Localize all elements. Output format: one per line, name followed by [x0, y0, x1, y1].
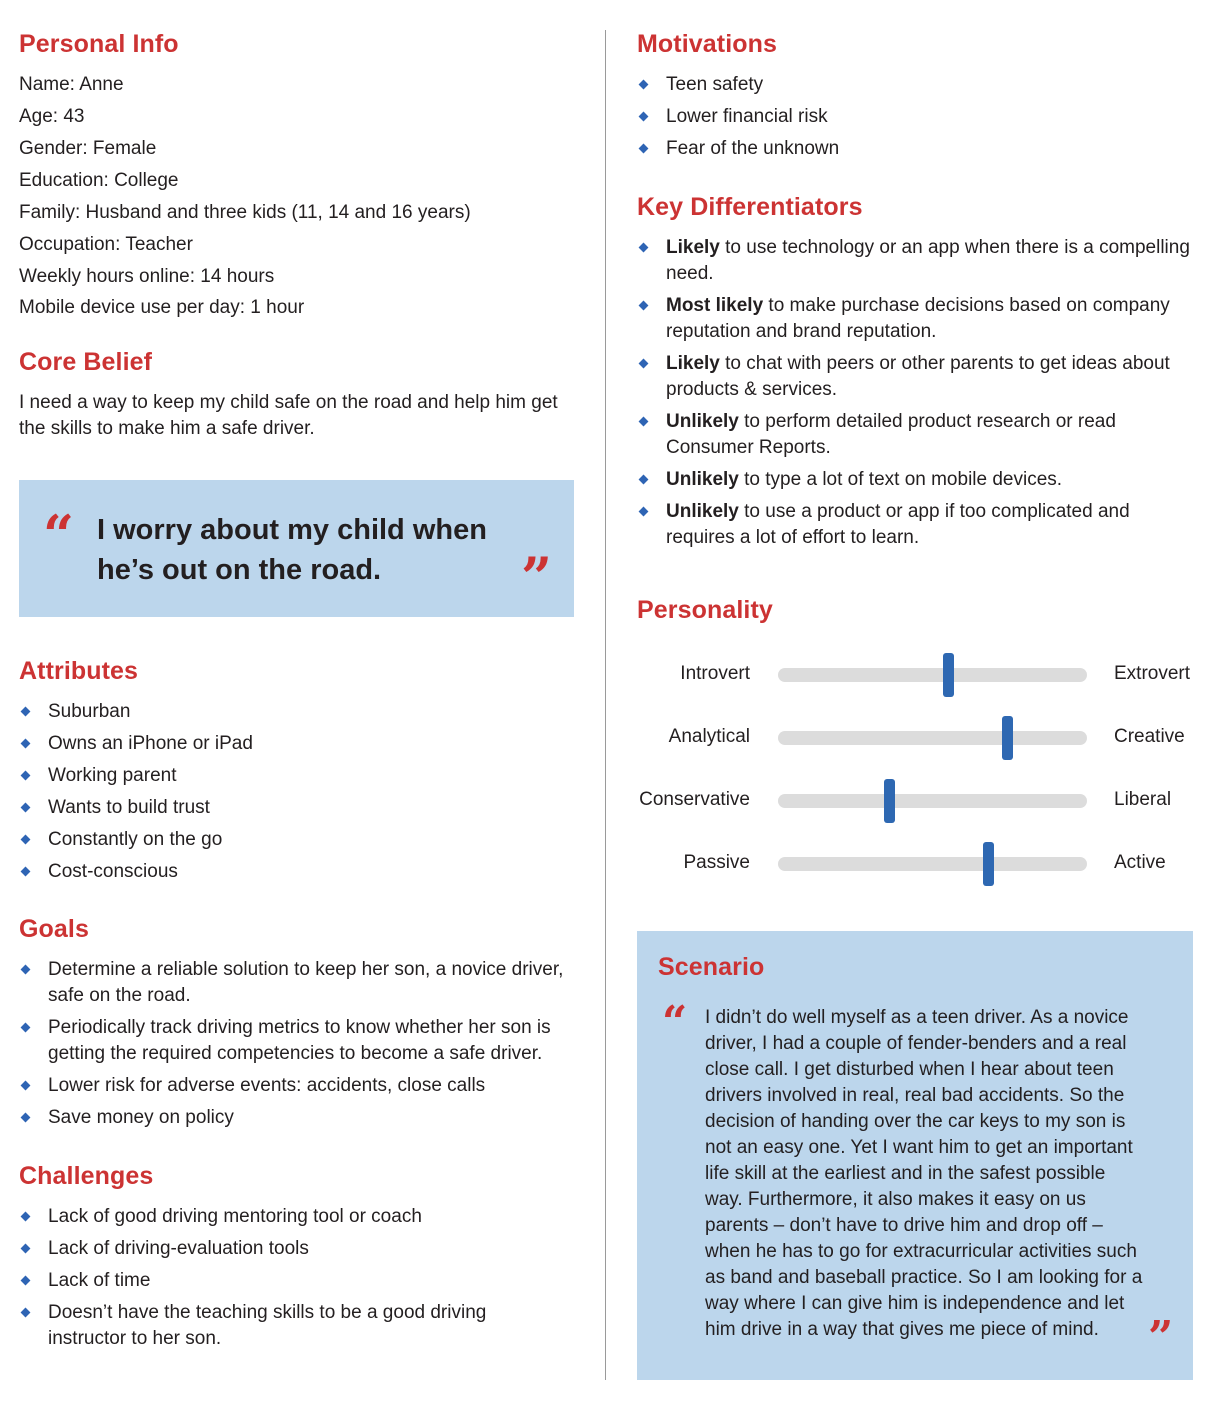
- slider-track: [778, 668, 1087, 682]
- list-item: Suburban: [19, 699, 579, 725]
- info-name: Name: Anne: [19, 74, 124, 95]
- bullet-diamond-icon: [21, 771, 31, 781]
- attributes-list: [19, 699, 579, 885]
- list-item: Periodically track driving metrics to know whether her son is getting the required competencies to become a safe driver.: [19, 1015, 579, 1067]
- attributes-heading: Attributes: [19, 657, 139, 685]
- slider-thumb[interactable]: [884, 779, 895, 823]
- list-item: Most likely to make purchase decisions based on company reputation and brand reputation.: [637, 293, 1197, 345]
- bullet-diamond-icon: [639, 507, 649, 517]
- slider-left-label: Analytical: [668, 726, 750, 747]
- slider-right-label: Liberal: [1114, 789, 1172, 810]
- bullet-diamond-icon: [639, 475, 649, 485]
- challenges-list: [19, 1204, 519, 1352]
- slider-track: [778, 731, 1087, 745]
- slider-right-label: Extrovert: [1114, 663, 1191, 684]
- personality-heading: Personality: [637, 596, 773, 624]
- core-belief-heading: Core Belief: [19, 348, 153, 376]
- open-quote-icon: “: [662, 997, 688, 1048]
- list-item: Working parent: [19, 763, 579, 789]
- list-item: Unlikely to type a lot of text on mobile devices.: [637, 467, 1197, 493]
- open-quote-icon: “: [43, 503, 75, 567]
- slider-track: [778, 794, 1087, 808]
- core-belief-text: I need a way to keep my child safe on the road and help him get the skills to make him a safe driver.: [19, 392, 558, 439]
- bullet-diamond-icon: [639, 417, 649, 427]
- slider-thumb[interactable]: [943, 653, 954, 697]
- bullet-diamond-icon: [21, 1212, 31, 1222]
- list-item: Teen safety: [637, 72, 1197, 98]
- list-item: Wants to build trust: [19, 795, 579, 821]
- motivations-list: [637, 72, 1197, 162]
- list-item: Constantly on the go: [19, 827, 579, 853]
- bullet-diamond-icon: [21, 1244, 31, 1254]
- info-mobile-use: Mobile device use per day: 1 hour: [19, 297, 305, 318]
- bullet-diamond-icon: [639, 359, 649, 369]
- info-occupation: Occupation: Teacher: [19, 234, 193, 255]
- list-item: Cost-conscious: [19, 859, 579, 885]
- slider-right-label: Creative: [1114, 726, 1185, 747]
- slider-left-label: Passive: [683, 852, 750, 873]
- goals-heading: Goals: [19, 915, 89, 943]
- bullet-diamond-icon: [639, 80, 649, 90]
- list-item: Save money on policy: [19, 1105, 579, 1131]
- quote-text: I worry about my child when he’s out on the road.: [97, 514, 487, 586]
- info-education: Education: College: [19, 170, 179, 191]
- list-item: Owns an iPhone or iPad: [19, 731, 579, 757]
- list-item: Lack of good driving mentoring tool or coach: [19, 1204, 519, 1230]
- list-item: Unlikely to use a product or app if too complicated and requires a lot of effort to learn.: [637, 499, 1197, 551]
- list-item: Unlikely to perform detailed product research or read Consumer Reports.: [637, 409, 1197, 461]
- slider-thumb[interactable]: [983, 842, 994, 886]
- info-family: Family: Husband and three kids (11, 14 and 16 years): [19, 202, 471, 223]
- info-age: Age: 43: [19, 106, 85, 127]
- bullet-diamond-icon: [21, 835, 31, 845]
- list-item: Likely to use technology or an app when there is a compelling need.: [637, 235, 1197, 287]
- close-quote-icon: ”: [521, 545, 553, 609]
- bullet-diamond-icon: [21, 739, 31, 749]
- scenario-heading: Scenario: [658, 953, 765, 981]
- bullet-diamond-icon: [21, 965, 31, 975]
- list-item: Lack of time: [19, 1268, 519, 1294]
- key-differentiators-list: [637, 235, 1197, 551]
- key-differentiators-heading: Key Differentiators: [637, 193, 863, 221]
- close-quote-icon: ”: [1148, 1312, 1174, 1363]
- goals-list: [19, 957, 579, 1131]
- slider-left-label: Conservative: [639, 789, 750, 810]
- quote-callout: [19, 480, 574, 617]
- slider-passive-active: [637, 850, 1207, 880]
- list-item: Lower risk for adverse events: accidents, close calls: [19, 1073, 579, 1099]
- slider-right-label: Active: [1114, 852, 1166, 873]
- scenario-box: [637, 931, 1193, 1380]
- bullet-diamond-icon: [639, 112, 649, 122]
- slider-introvert-extrovert: [637, 661, 1207, 691]
- bullet-diamond-icon: [639, 301, 649, 311]
- list-item: Lack of driving-evaluation tools: [19, 1236, 519, 1262]
- list-item: Determine a reliable solution to keep her son, a novice driver, safe on the road.: [19, 957, 579, 1009]
- personal-info-heading: Personal Info: [19, 30, 179, 58]
- list-item: Likely to chat with peers or other parents to get ideas about products & services.: [637, 351, 1197, 403]
- list-item: Doesn’t have the teaching skills to be a good driving instructor to her son.: [19, 1300, 519, 1352]
- list-item: Lower financial risk: [637, 104, 1197, 130]
- bullet-diamond-icon: [21, 1113, 31, 1123]
- column-divider: [605, 30, 606, 1380]
- bullet-diamond-icon: [639, 243, 649, 253]
- bullet-diamond-icon: [21, 803, 31, 813]
- info-gender: Gender: Female: [19, 138, 157, 159]
- bullet-diamond-icon: [21, 1276, 31, 1286]
- list-item: Fear of the unknown: [637, 136, 1197, 162]
- bullet-diamond-icon: [21, 1308, 31, 1318]
- bullet-diamond-icon: [21, 867, 31, 877]
- bullet-diamond-icon: [21, 707, 31, 717]
- slider-conservative-liberal: [637, 787, 1207, 817]
- bullet-diamond-icon: [21, 1023, 31, 1033]
- slider-left-label: Introvert: [680, 663, 750, 684]
- slider-thumb[interactable]: [1002, 716, 1013, 760]
- motivations-heading: Motivations: [637, 30, 777, 58]
- slider-analytical-creative: [637, 724, 1207, 754]
- bullet-diamond-icon: [639, 144, 649, 154]
- info-weekly-hours: Weekly hours online: 14 hours: [19, 266, 275, 287]
- challenges-heading: Challenges: [19, 1162, 154, 1190]
- slider-track: [778, 857, 1087, 871]
- scenario-text: I didn’t do well myself as a teen driver. As a novice driver, I had a couple of fender-benders and a real close call. I get disturbed when I hear about teen drivers involved in real, real bad accidents. So the decision of handing over the car keys to my son is not an easy one. Yet I want him to get an important life skill at the earliest and in the safest possible way. Furthermore, it also makes it easy on us parents – don’t have to drive him and drop off – when he has to go for extracurricular activities such as band and baseball practice. So I am looking for a way where I can give him is independence and let him drive in a way that gives me piece of mind.: [705, 1007, 1143, 1340]
- bullet-diamond-icon: [21, 1081, 31, 1091]
